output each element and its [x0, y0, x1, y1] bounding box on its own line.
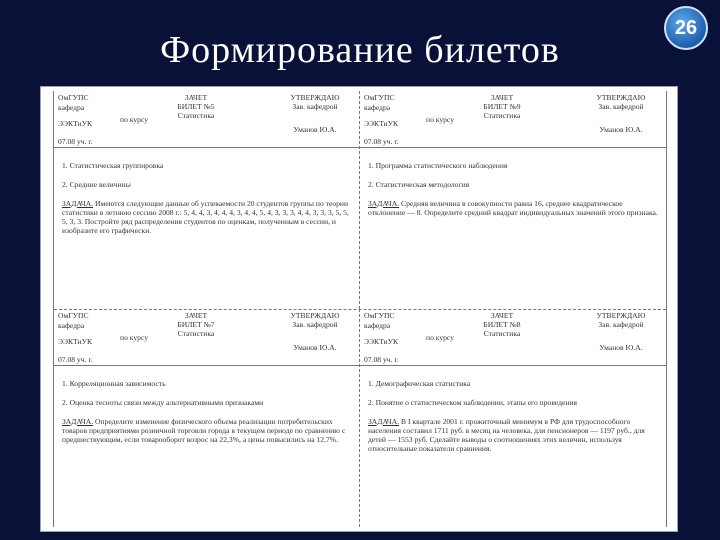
signer-name: Уманов Ю.А.: [599, 343, 643, 352]
ticket-number: БИЛЕТ №9: [483, 102, 521, 111]
task-body: Средняя величина в совокупности равна 16, среднее квадратическое отклонение — 8. Определите средний квадрат индивидуальных значений этого признака.: [368, 199, 658, 217]
ticket-number: БИЛЕТ №8: [483, 320, 521, 329]
ticket-header: [54, 309, 359, 366]
ticket-date: 07.08 уч. г.: [58, 137, 93, 146]
subject-name: Статистика: [483, 329, 521, 338]
ticket-date: 07.08 уч. г.: [364, 137, 399, 146]
course-label: по курсу: [120, 115, 149, 124]
question-1: 1. Статистическая группировка: [62, 161, 164, 170]
ticket-row: [54, 309, 666, 527]
org-name: ОмГУПС: [364, 311, 395, 320]
dept-code: ЭЭКТиУК: [364, 337, 399, 346]
task-text: [62, 199, 353, 235]
task-label: ЗАДАЧА.: [62, 199, 94, 208]
exam-ticket: [54, 309, 360, 527]
document-image: [40, 86, 678, 532]
task-body: В I квартале 2001 г. прожиточный минимум в РФ для трудоспособного населения составил 1711 руб. в месяц на человека, для пенсионеров — 1197 руб., для детей — 1553 руб. Сделайте выводы о соотношениях этих величин, используя относительные показатели сравнения.: [368, 417, 645, 453]
org-name: ОмГУПС: [58, 93, 89, 102]
ticket-header: [360, 309, 666, 366]
org-name: ОмГУПС: [58, 311, 89, 320]
ticket-sheet: [53, 91, 667, 527]
dept-label: кафедра: [364, 321, 391, 330]
question-1: 1. Демографическая статистика: [368, 379, 471, 388]
dept-code: ЭЭКТиУК: [58, 337, 93, 346]
org-name: ОмГУПС: [364, 93, 395, 102]
course-label: по курсу: [426, 115, 455, 124]
dept-label: кафедра: [58, 103, 85, 112]
task-label: ЗАДАЧА.: [368, 199, 400, 208]
ticket-kind: ЗАЧЕТ: [490, 311, 514, 320]
question-2: 2. Статистическая методология: [368, 180, 470, 189]
exam-ticket: [360, 91, 666, 309]
subject-name: Статистика: [177, 329, 215, 338]
task-text: [368, 417, 660, 453]
approve-label: УТВЕРЖДАЮ: [596, 93, 646, 102]
subject-name: Статистика: [483, 111, 521, 120]
dept-code: ЭЭКТиУК: [58, 119, 93, 128]
approve-label: УТВЕРЖДАЮ: [596, 311, 646, 320]
dept-label: кафедра: [58, 321, 85, 330]
exam-ticket: [360, 309, 666, 527]
ticket-row: [54, 91, 666, 310]
ticket-kind: ЗАЧЕТ: [184, 93, 208, 102]
ticket-number: БИЛЕТ №7: [177, 320, 215, 329]
question-1: 1. Корреляционная зависимость: [62, 379, 166, 388]
subject-name: Статистика: [177, 111, 215, 120]
signer-name: Уманов Ю.А.: [293, 125, 337, 134]
ticket-kind: ЗАЧЕТ: [490, 93, 514, 102]
head-label: Зав. кафедрой: [598, 320, 644, 329]
question-2: 2. Оценка тесноты связи между альтернативными признаками: [62, 398, 264, 407]
task-text: [62, 417, 353, 444]
course-label: по курсу: [120, 333, 149, 342]
question-1: 1. Программа статистического наблюдения: [368, 161, 508, 170]
approve-label: УТВЕРЖДАЮ: [290, 311, 340, 320]
signer-name: Уманов Ю.А.: [599, 125, 643, 134]
head-label: Зав. кафедрой: [292, 102, 338, 111]
question-2: 2. Средние величины: [62, 180, 131, 189]
task-body: Имеются следующие данные об успеваемости 20 студентов группы по теории статистики в летнюю сессию 2008 г.: 5, 4, 4, 3, 4, 4, 4, 3, 4, 4, 5, 4, 3, 3, 3, 4, 4, 3, 3, 3, 5, 5, 5, 3, 3. Постройте ряд распределения студентов по оценкам, полученным в сессии, и изобразите его графически.: [62, 199, 349, 235]
task-label: ЗАДАЧА.: [62, 417, 94, 426]
slide-title: Формирование билетов: [160, 29, 560, 71]
signer-name: Уманов Ю.А.: [293, 343, 337, 352]
question-2: 2. Понятие о статистическом наблюдении, этапы его проведения: [368, 398, 578, 407]
task-label: ЗАДАЧА.: [368, 417, 400, 426]
ticket-kind: ЗАЧЕТ: [184, 311, 208, 320]
task-body: Определите изменение физического объема реализации потребительских товаров предприятиями розничной торговли города в текущем периоде по сравнению с предшествующим, если товарооборот возрос на 22,3%, а цены повысились на 12,7%.: [62, 417, 346, 444]
page-number-badge: 26: [664, 6, 708, 50]
course-label: по курсу: [426, 333, 455, 342]
ticket-header: [360, 91, 666, 148]
exam-ticket: [54, 91, 360, 309]
head-label: Зав. кафедрой: [598, 102, 644, 111]
approve-label: УТВЕРЖДАЮ: [290, 93, 340, 102]
dept-label: кафедра: [364, 103, 391, 112]
ticket-date: 07.08 уч. г.: [58, 355, 93, 364]
ticket-date: 07.08 уч. г.: [364, 355, 399, 364]
ticket-header: [54, 91, 359, 148]
ticket-number: БИЛЕТ №5: [177, 102, 215, 111]
dept-code: ЭЭКТиУК: [364, 119, 399, 128]
head-label: Зав. кафедрой: [292, 320, 338, 329]
task-text: [368, 199, 660, 217]
